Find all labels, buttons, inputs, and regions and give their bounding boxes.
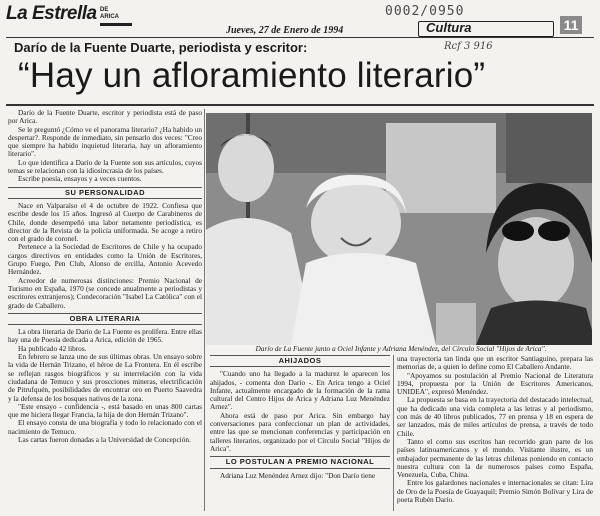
paragraph: Entre los galardones nacionales e internacionales se citan: Lira de Oro de la Poesía de Guayaquil; Premio Simón Bolívar y Lira de poeta Rubén Darío. <box>397 478 593 505</box>
paragraph: Tanto el como sus escritos han recorrido gran parte de los países latinoamericanos y el mundo. Visitante ilustre, es un embajador permanente de las letras chilenas poniendo en contacto nuestra cultura con la de numerosos países como España, Venezuela, Cuba, China. <box>397 436 593 480</box>
subhead-ahijados: AHIJADOS <box>210 355 390 367</box>
column-rule <box>204 109 205 511</box>
paragraph: una trayectoria tan linda que un escritor Santiaguino, prepara las memorias de, a quien lo define como El Caballero Andante. <box>397 354 593 372</box>
newspaper-logo: La Estrella <box>6 3 97 24</box>
paragraph: En febrero se lanza uno de sus últimas obras. Un ensayo sobre la vida de Hernán Trizano, el héroe de La Frontera. En él escribe se reflejan rasgos biográficos y su interrelación con la vida ciudadana de Temuco y sus proscciones mineras, electrificación de Pitrufquén, posibilidades de encontrar oro en Puerto Saavedra y la defensa de los bosques nativos de la zona. <box>8 352 202 403</box>
paragraph: La obra literaria de Darío de La Fuente es prolífera. Entre ellas hay una de Poesía dedicada a Arica, edición de 1965. <box>8 327 202 345</box>
paragraph: Darío de la Fuente Duarte, escritor y periodista está de paso por Arica. <box>8 108 202 126</box>
subhead-premio-nacional: LO POSTULAN A PREMIO NACIONAL <box>210 456 390 468</box>
paragraph: Adriana Luz Menéndez Arnez dijo: "Don Darío tiene <box>220 470 376 480</box>
archive-handwritten-note: Rcf 3 916 <box>444 41 493 52</box>
paragraph: Acreedor de numerosas distinciones: Premio Nacional de Turismo en España, 1970 (se concede anualmente a periodistas y escritores extranjeros); Condecoración "Isabel La Católica" con el grado de Caballero. <box>8 275 202 310</box>
column-middle <box>210 355 390 480</box>
logo-sub-de: DE <box>100 7 109 13</box>
masthead-rule <box>6 37 594 38</box>
paragraph: La propuesta se basa en la trayectoria del destacado intelectual, que ha dedicado una vida completa a las letras y al periodismo, con más de 40 libros publicados, 77 en prensa y 18 en espera de ser lanzados, más de miles artículos de prensa, a través de todo Chile. <box>397 395 593 438</box>
article-kicker: Darío de la Fuente Duarte, periodista y escritor: <box>14 40 308 55</box>
paragraph: Nace en Valparaíso el 4 de octubre de 1922. Confiesa que escribe desde los 15 años. Ingresó al Cuerpo de Carabineros de Chile, donde desempeñó una labor netamente periodística, es director de la Revista de la policía uniformada. Se acoge a retiro con el grado de coronel. <box>8 200 202 244</box>
paragraph: Ahora está de paso por Arica. Sin embargo hay conversaciones para confeccionar un plan de actividades, entre las que se mencionan conferencias y participación en talleres literarios, organizado por el Círculo Social "Hijos de Arica". <box>210 410 390 453</box>
subhead-personalidad: SU PERSONALIDAD <box>8 187 202 199</box>
paragraph: "Cuando uno ha llegado a la madurez le aparecen los ahijados, - comenta don Darío -. En Arica tengo a Ociel Infante, actualmente encargado de la formación de la rama cultural del Centro Hijos de Arica y Adriana Luz Menéndez Arnez". <box>210 369 390 412</box>
headline-rule <box>6 104 594 106</box>
column-right <box>397 355 593 504</box>
paragraph: Escribe poesía, ensayos y a veces cuentos. <box>18 174 142 184</box>
column-rule <box>393 355 394 511</box>
paragraph: Pertenece a la Sociedad de Escritores de Chile y ha ocupado cargos directivos en entidades como la Unión de Escritores, Grupo Fuego, Pen Club, Alonso de ercilla, Antonio Acevedo Hernández. <box>8 242 202 277</box>
page-number: 11 <box>560 16 582 34</box>
photo-illustration <box>206 113 592 345</box>
article-headline: “Hay un afloramiento literario” <box>18 56 486 95</box>
paragraph: "Este ensayo - confidencia -, está basado en unas 800 cartas que me hiciera llegar Francia, la hija de don Hernán Trizano". <box>8 401 202 420</box>
photo-caption: Darío de La Fuente junto a Ociel Infante y Adriana Menéndez, del Círculo Social "Hijos de Arica". <box>255 344 547 353</box>
article-photo <box>206 113 592 345</box>
logo-sub-arica: ARICA <box>100 14 119 20</box>
paragraph: "Apoyamos su postulación al Premio Nacional de Literatura 1994, propuesta por la Unión de Escritores Americanos, UNIDEA", expresó Menéndez. <box>397 370 593 397</box>
column-left <box>8 109 202 444</box>
subhead-obra-literaria: OBRA LITERARIA <box>8 313 202 325</box>
paragraph: Lo que identifica a Darío de la Fuente son sus artículos, cuyos temas se relacionan con la idiosincrasia de los países. <box>8 157 202 176</box>
paragraph: Las cartas fueron donadas a la Universidad de Concepción. <box>18 434 191 444</box>
logo-subtitle <box>100 7 119 21</box>
logo-bar <box>100 23 132 26</box>
paragraph: El ensayo consta de una biografía y todo lo relacionado con el nacimiento de Temuco. <box>8 418 202 436</box>
archive-stamp: 0002/0950 <box>385 4 465 19</box>
paragraph: Se le preguntó ¿Cómo ve el panorama literario? ¿Ha habido un despertar?. Responde de inmediato, sin pensarlo dos veces: "Creo que siempre ha habido inquietud literaria, hay un afloramiento literario". <box>8 124 202 159</box>
section-label: Cultura <box>426 20 472 35</box>
issue-date: Jueves, 27 de Enero de 1994 <box>226 25 344 36</box>
paragraph: Ha publicado 42 libros. <box>18 343 87 353</box>
